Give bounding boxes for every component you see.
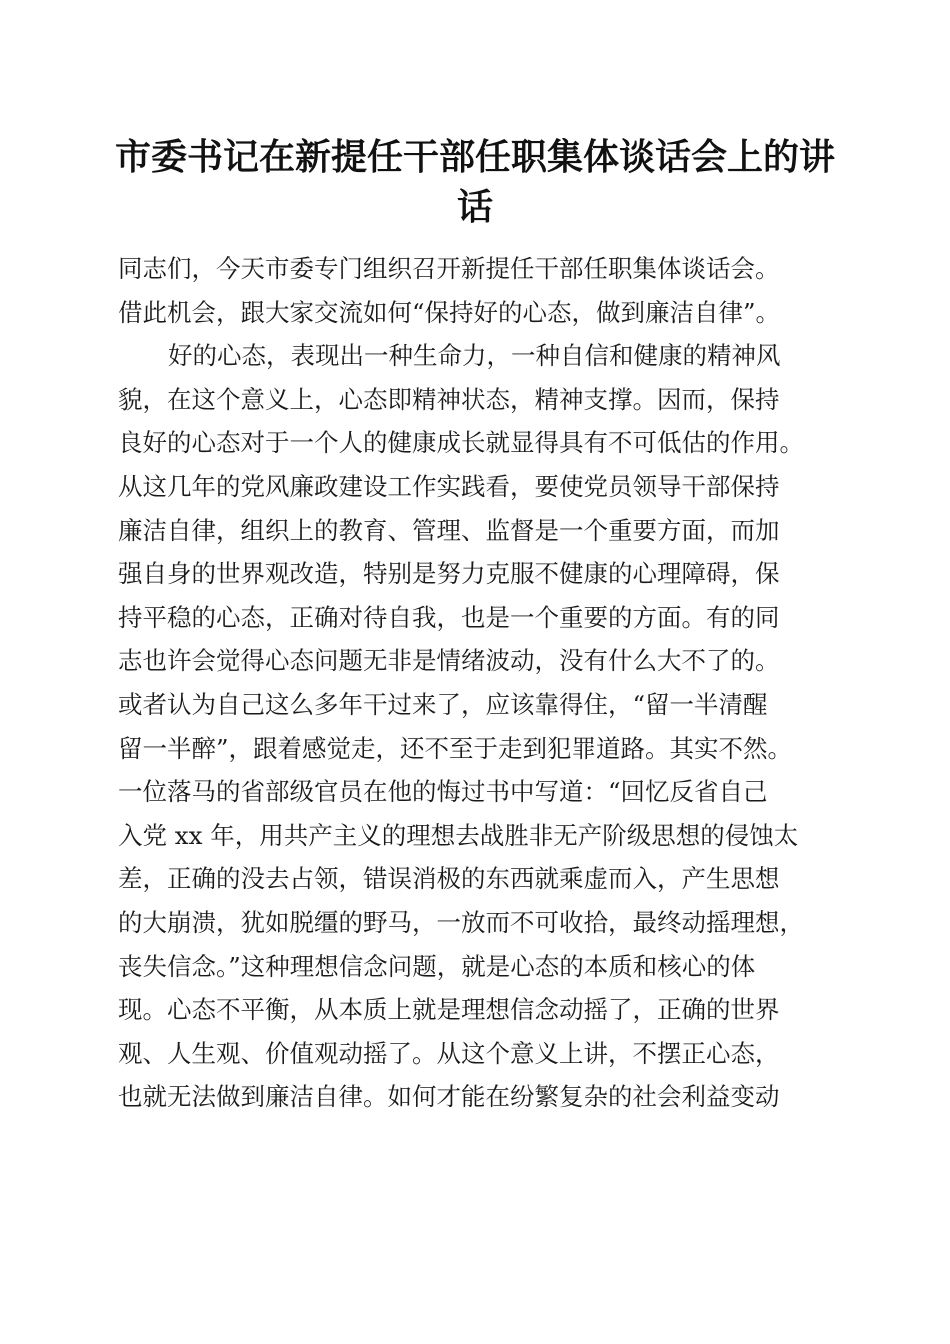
body-line: 入党 xx 年，用共产主义的理想去战胜非无产阶级思想的侵蚀太 xyxy=(118,820,799,850)
body-line: 一位落马的省部级官员在他的悔过书中写道：“回忆反省自己 xyxy=(118,777,768,807)
body-line: 现。心态不平衡，从本质上就是理想信念动摇了，正确的世界 xyxy=(118,995,780,1025)
body-line: 或者认为自己这么多年干过来了，应该靠得住，“留一半清醒 xyxy=(118,689,768,719)
body-line: 差，正确的没去占领，错误消极的东西就乘虚而入，产生思想 xyxy=(118,864,780,894)
body-line: 也就无法做到廉洁自律。如何才能在纷繁复杂的社会利益变动 xyxy=(118,1082,780,1112)
title-line-2: 话 xyxy=(456,186,493,228)
body-line: 借此机会，跟大家交流如何“保持好的心态，做到廉洁自律”。 xyxy=(118,297,781,327)
body-line: 从这几年的党风廉政建设工作实践看，要使党员领导干部保持 xyxy=(118,471,780,501)
document-title xyxy=(100,132,850,232)
body-line: 廉洁自律，组织上的教育、管理、监督是一个重要方面，而加 xyxy=(118,515,780,545)
body-line: 好的心态，表现出一种生命力，一种自信和健康的精神风 xyxy=(168,341,781,371)
document-body xyxy=(118,247,838,1119)
body-line: 貌，在这个意义上，心态即精神状态，精神支撑。因而，保持 xyxy=(118,384,780,414)
body-line: 的大崩溃，犹如脱缰的野马，一放而不可收拾，最终动摇理想， xyxy=(118,907,804,937)
body-line: 留一半醉”，跟着感觉走，还不至于走到犯罪道路。其实不然。 xyxy=(118,733,793,763)
body-line: 观、人生观、价值观动摇了。从这个意义上讲，不摆正心态， xyxy=(118,1038,780,1068)
body-line: 志也许会觉得心态问题无非是情绪波动，没有什么大不了的。 xyxy=(118,646,780,676)
title-line-1: 市委书记在新提任干部任职集体谈话会上的讲 xyxy=(114,136,835,178)
body-line: 良好的心态对于一个人的健康成长就显得具有不可低估的作用。 xyxy=(118,428,804,458)
body-line: 持平稳的心态，正确对待自我，也是一个重要的方面。有的同 xyxy=(118,602,780,632)
body-line: 同志们，今天市委专门组织召开新提任干部任职集体谈话会。 xyxy=(118,254,780,283)
body-line: 丧失信念。”这种理想信念问题，就是心态的本质和核心的体 xyxy=(118,951,756,981)
body-line: 强自身的世界观改造，特别是努力克服不健康的心理障碍，保 xyxy=(118,559,780,589)
